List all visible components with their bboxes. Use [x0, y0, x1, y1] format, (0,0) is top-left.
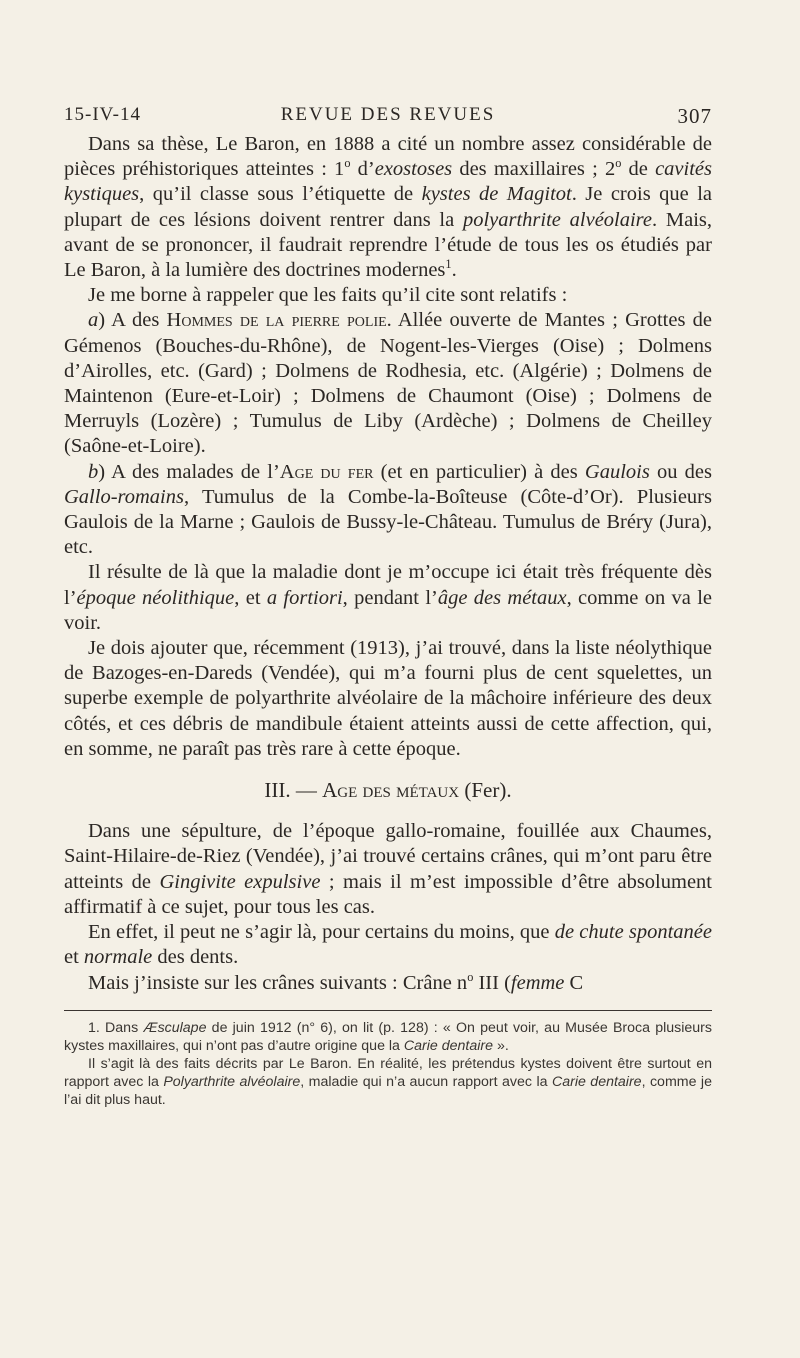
journal-page — [64, 96, 712, 1109]
page-number: 307 — [677, 104, 712, 128]
issue-date: 15-IV-14 — [64, 104, 141, 125]
paragraph-recent-find: Je dois ajouter que, récemment (1913), j’ai trouvé, dans la liste néolythique de Bazoges-en-Dareds (Vendée), qui m’a fourni plus de cent squelettes, un superbe exemple de polyarthrite alvéolaire de la mâchoire inférieure des deux côtés, et ces débris de mandibule étaient atteints aussi de cette affection, qui, en somme, ne paraît pas très rare à cette époque. — [64, 637, 712, 760]
journal-title: REVUE DES REVUES — [280, 104, 496, 125]
paragraph-list-intro: Je me borne à rappeler que les faits qu’il cite sont relatifs : — [88, 284, 568, 307]
paragraph-cranes: Mais j’insiste sur les crânes suivants : Crâne $n^o$ III (femme C — [88, 969, 584, 994]
section-heading: III. — Age des métaux (Fer). — [264, 778, 512, 803]
paragraph-en-effet: En effet, il peut ne s’agir là, pour certains du moins, que de chute spontanée et normale des dents. — [64, 921, 712, 969]
paragraph-intro: Dans sa thèse, Le Baron, en 1888 a cité un nombre assez considérable de pièces préhistoriques atteintes : 1$^o$ d’exostoses des maxillaires ; 2$^o$ de cavités kystiques, qu’il classe sous l’étiquette de kystes de Magitot. Je crois que la plupart de ces lésions doivent rentrer dans la polyarthrite alvéolaire. Mais, avant de se prononcer, il faudrait reprendre l’étude de tous les os étudiés par Le Baron, à la lumière des doctrines modernes$^1$. — [64, 133, 712, 282]
footnote-1-continued: Il s’agit là des faits décrits par Le Baron. En réalité, les prétendus kystes doivent être surtout en rapport avec la Polyarthrite alvéolaire, maladie qui n’a aucun rapport avec la Carie dentaire, comme je l’ai dit plus haut. — [64, 1055, 712, 1108]
footnote-divider — [64, 1010, 712, 1011]
article-body — [64, 132, 712, 996]
running-header — [64, 96, 712, 132]
paragraph-sepulture: Dans une sépulture, de l’époque gallo-romaine, fouillée aux Chaumes, Saint-Hilaire-de-Riez (Vendée), j’ai trouvé certains crânes, qui m’ont paru être atteints de Gingivite expulsive ; mais il m’est impossible d’être absolument affirmatif à ce sujet, pour tous les cas. — [64, 820, 712, 918]
paragraph-item-a: a) A des Hommes de la pierre polie. Allée ouverte de Mantes ; Grottes de Gémenos (Bouches-du-Rhône), de Nogent-les-Vierges (Oise) ; Dolmens d’Airolles, etc. (Gard) ; Dolmens de Rodhesia, etc. (Algérie) ; Dolmens de Maintenon (Eure-et-Loir) ; Dolmens de Chaumont (Oise) ; Dolmens de Merruyls (Lozère) ; Tumulus de Liby (Ardèche) ; Dolmens de Cheilley (Saône-et-Loire). — [64, 309, 712, 458]
footnotes — [64, 1019, 712, 1109]
paragraph-conclusion: Il résulte de là que la maladie dont je m’occupe ici était très fréquente dès l’époque néolithique, et a fortiori, pendant l’âge des métaux, comme on va le voir. — [64, 561, 712, 634]
footnote-ref[interactable]: 1 — [445, 257, 452, 272]
footnote-1: 1. Dans Æsculape de juin 1912 (n° 6), on lit (p. 128) : « On peut voir, au Musée Broca plusieurs kystes maxillaires, qui n’ont pas d’autre origine que la Carie dentaire ». — [64, 1019, 713, 1054]
paragraph-item-b: b) A des malades de l’Age du fer (et en particulier) à des Gaulois ou des Gallo-romains, Tumulus de la Combe-la-Boîteuse (Côte-d’Or). Plusieurs Gaulois de la Marne ; Gaulois de Bussy-le-Château. Tumulus de Bréry (Jura), etc. — [64, 460, 712, 559]
